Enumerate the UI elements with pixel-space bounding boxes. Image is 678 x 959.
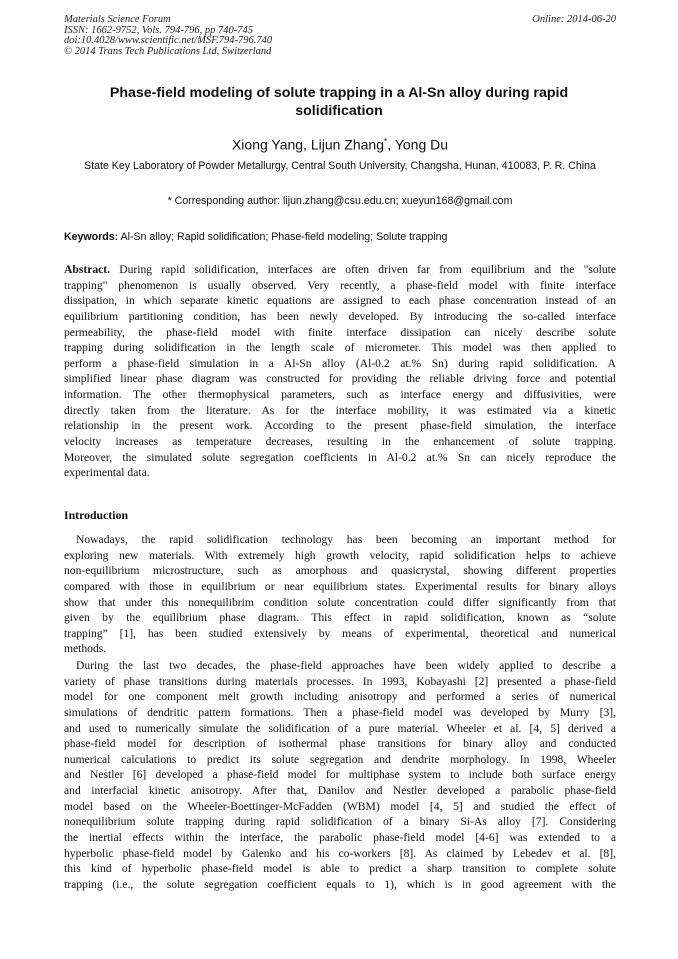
keywords-label: Keywords: xyxy=(64,231,119,243)
abstract-line: Moreover, the simulated solute segregation coefficients in Al-0.2 at.% Sn can nicely reproduce the xyxy=(64,450,616,464)
paper-title: Phase-field modeling of solute trapping in a Al-Sn alloy during rapid solidification xyxy=(109,85,569,119)
abstract-line: simplified linear phase diagram was constructed for providing the reliable driving force and potential xyxy=(64,372,616,386)
affiliation: State Key Laboratory of Powder Metallurgy, Central South University, Changsha, Hunan, 410083, P. R. China xyxy=(84,160,596,172)
abstract-line: velocity increases as temperature decreases, resulting in the enhancement of solute trapping. xyxy=(64,435,616,449)
abstract-line: directly taken from the literature. As for the interface mobility, it was estimated via a kinetic xyxy=(64,403,616,417)
paragraph-line: model based on the Wheeler-Boettinger-McFadden (WBM) model [4, 5] and studied the effect of xyxy=(64,799,616,813)
paragraph-line: nonequilibrium solute trapping during rapid solidification of a binary Si-As alloy [7]. Considering xyxy=(64,815,616,829)
paragraph-line: the inertial effects within the interface, the parabolic phase-field model [4-6] was extended to a xyxy=(64,831,616,845)
paragraph-line: show that under this nonequilibrim condition solute concentration could differ significantly from that xyxy=(64,595,616,609)
abstract-line: permeability, the phase-field model with finite interface dissipation can nicely describe solute xyxy=(64,325,616,339)
paragraph-line: this kind of hyperbolic phase-field model is able to predict a sharp transition to complete solute xyxy=(64,862,616,876)
paragraph-line: Nowadays, the rapid solidification technology has been becoming an important method for xyxy=(76,533,616,546)
journal-header xyxy=(64,15,616,57)
authors-part-1: Xiong Yang, Lijun Zhang xyxy=(231,136,384,153)
doi-line: doi:10.4028/www.scientific.net/MSF.794-796.740 xyxy=(64,35,273,46)
paragraph-line: and interfacial kinetic anisotropy. After that, Danilov and Nestler developed a parabolic phase-field xyxy=(64,784,616,798)
paragraph-line: During the last two decades, the phase-field approaches have been widely applied to describe a xyxy=(76,659,616,672)
introduction-paragraph-1 xyxy=(64,532,616,657)
paragraph-line: phase-field model for description of isothermal phase transitions for binary alloy and conducted xyxy=(64,737,616,751)
issn-line: ISSN: 1662-9752, Vols. 794-796, pp 740-745 xyxy=(64,24,253,36)
keywords xyxy=(64,230,616,244)
abstract-line: Abstract. During rapid solidification, interfaces are often driven far from equilibrium and the "solute xyxy=(64,263,616,276)
abstract-line: perform a phase-field simulation in a Al-Sn alloy (Al-0.2 at.% Sn) during rapid solidification. A xyxy=(64,356,616,370)
abstract-line: equilibrium partitioning condition, has been newly developed. By introducing the so-called interface xyxy=(64,309,616,323)
abstract-line: trapping during solidification in the length scale of micrometer. This model was then applied to xyxy=(64,341,616,355)
paragraph-line: and used to numerically simulate the solidification of a pure material. Wheeler et al. [4, 5] derived a xyxy=(64,721,616,735)
corresponding-mark: * xyxy=(384,136,388,146)
copyright-line: © 2014 Trans Tech Publications Ltd, Switzerland xyxy=(64,45,272,57)
paragraph-line: non-equilibrium microstructure, such as amorphous and quasicrystal, showing different properties xyxy=(64,564,616,578)
paragraph-line: trapping (i.e., the solute segregation coefficient equals to 1), which is in good agreement with the xyxy=(64,877,616,891)
paragraph-line: given by the equilibrium phase diagram. This effect in rapid solidification, known as “solute xyxy=(64,611,616,625)
paragraph-line: trapping” [1], has been studied extensively by means of experimental, theoretical and numerical xyxy=(64,626,616,640)
introduction-paragraph-2 xyxy=(64,658,616,893)
abstract xyxy=(64,262,616,481)
keywords-text: Al-Sn alloy; Rapid solidification; Phase-field modeling; Solute trapping xyxy=(118,231,448,243)
corresponding-author: * Corresponding author: lijun.zhang@csu.edu.cn; xueyun168@gmail.com xyxy=(167,195,513,207)
paragraph-line: exploring new materials. With extremely high growth velocity, rapid solidification helps to achieve xyxy=(64,548,616,562)
paragraph-line: simulations of dendritic pattern formations. Then a phase-field model was developed by Murry [3], xyxy=(64,705,616,719)
author-list xyxy=(64,133,616,154)
paragraph-line: methods. xyxy=(64,642,107,656)
abstract-line: relationship in the present work. According to the present phase-field simulation, the interface xyxy=(64,419,616,433)
paragraph-line: compared with those in equilibrium or near equilibrium states. Experimental results for binary alloys xyxy=(64,579,616,593)
paragraph-line: hyperbolic phase-field model by Galenko and his co-workers [8]. As claimed by Lebedev et al. [8], xyxy=(64,846,616,860)
paragraph-line: model for one component melt growth including anisotropy and performed a series of numerical xyxy=(64,690,616,704)
authors-part-2: , Yong Du xyxy=(387,136,449,153)
paragraph-line: and Nestler [6] developed a phase-field model for multiphase system to include both surface energy xyxy=(64,768,616,782)
abstract-line: information. The other thermophysical parameters, such as interface energy and diffusivities, were xyxy=(64,388,616,402)
online-date: Online: 2014-06-20 xyxy=(532,14,616,25)
abstract-label: Abstract. xyxy=(64,263,111,276)
paragraph-line: numerical calculations to predict its solute segregation and dendrite morphology. In 1998, Wheeler xyxy=(64,752,616,766)
introduction-heading: Introduction xyxy=(64,508,129,522)
abstract-line: dissipation, in which separate kinetic equations are assigned to each phase concentration instead of an xyxy=(64,294,616,308)
abstract-line: experimental data. xyxy=(64,466,150,480)
abstract-line: trapping" phenomenon is usually observed. Very recently, a phase-field model with finite interface xyxy=(64,278,616,292)
paragraph-line: variety of phase transitions during materials processes. In 1993, Kobayashi [2] presented a phase-field xyxy=(64,674,616,688)
journal-name: Materials Science Forum xyxy=(64,14,171,25)
